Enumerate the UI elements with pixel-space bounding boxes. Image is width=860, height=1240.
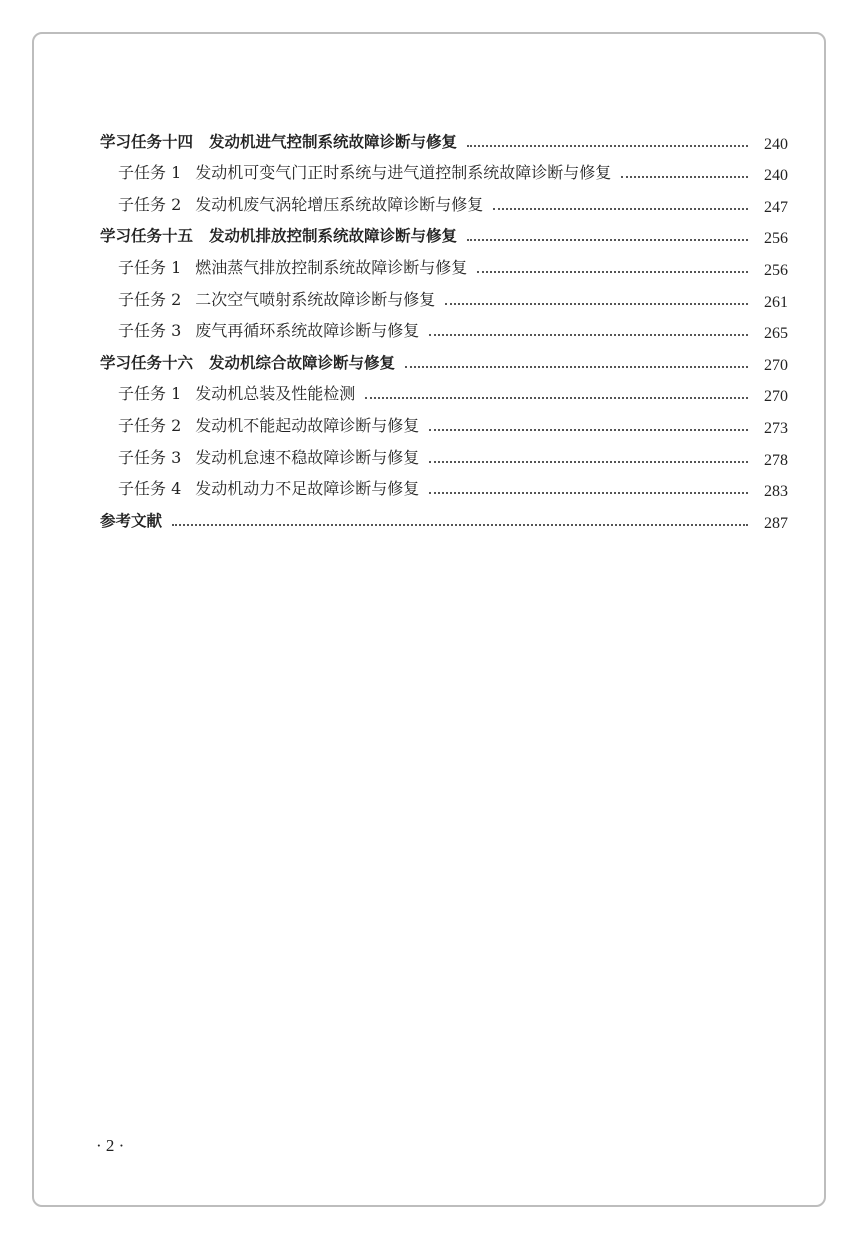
toc-entry-page: 240 bbox=[764, 167, 788, 185]
toc-entry-sub[interactable] bbox=[100, 404, 788, 436]
toc-entry-page: 261 bbox=[764, 293, 788, 311]
toc-entry-title: 发动机综合故障诊断与修复 bbox=[209, 353, 396, 372]
toc-entry-page: 256 bbox=[764, 230, 788, 248]
toc-entry-main[interactable] bbox=[100, 215, 788, 247]
dot-leader bbox=[429, 461, 748, 463]
toc-entry-title: 发动机排放控制系统故障诊断与修复 bbox=[209, 227, 458, 246]
toc-entry-sub[interactable] bbox=[100, 310, 788, 342]
dot-leader bbox=[429, 334, 748, 336]
toc-entry-title: 发动机动力不足故障诊断与修复 bbox=[195, 479, 420, 499]
toc-entry-label bbox=[118, 448, 419, 468]
dot-leader bbox=[621, 176, 748, 178]
toc-entry-main[interactable] bbox=[100, 120, 788, 152]
toc-entry-label bbox=[118, 290, 435, 310]
toc-entry-title: 参考文献 bbox=[100, 511, 163, 530]
toc-entry-page: 256 bbox=[764, 261, 788, 279]
dot-leader bbox=[467, 145, 748, 147]
dot-leader bbox=[405, 366, 748, 368]
dot-leader bbox=[493, 208, 748, 210]
toc-entry-label bbox=[100, 226, 457, 246]
table-of-contents bbox=[100, 120, 788, 531]
toc-entry-prefix: 子任务 1 bbox=[118, 163, 182, 183]
toc-entry-label bbox=[118, 384, 355, 404]
toc-entry-title: 燃油蒸气排放控制系统故障诊断与修复 bbox=[195, 257, 468, 277]
toc-entry-label bbox=[118, 321, 419, 341]
toc-entry-sub[interactable] bbox=[100, 183, 788, 215]
toc-entry-sub[interactable] bbox=[100, 373, 788, 405]
toc-entry-prefix: 子任务 1 bbox=[118, 384, 182, 404]
toc-entry-prefix: 子任务 4 bbox=[118, 479, 182, 499]
toc-entry-page: 273 bbox=[764, 419, 788, 437]
dot-leader bbox=[365, 397, 748, 399]
toc-entry-prefix: 学习任务十五 bbox=[100, 227, 194, 246]
toc-entry-page: 265 bbox=[764, 325, 788, 343]
toc-entry-prefix: 子任务 3 bbox=[118, 321, 182, 341]
toc-entry-page: 270 bbox=[764, 356, 788, 374]
toc-entry-title: 发动机不能起动故障诊断与修复 bbox=[195, 415, 420, 435]
page-number: · 2 · bbox=[96, 1136, 125, 1155]
toc-entry-prefix: 子任务 3 bbox=[118, 447, 182, 467]
dot-leader bbox=[172, 524, 748, 526]
toc-entry-page: 283 bbox=[764, 483, 788, 501]
toc-entry-label bbox=[118, 479, 419, 499]
dot-leader bbox=[445, 303, 748, 305]
toc-entry-label bbox=[100, 132, 457, 152]
toc-entry-sub[interactable] bbox=[100, 246, 788, 278]
toc-entry-main[interactable] bbox=[100, 499, 788, 531]
toc-entry-title: 二次空气喷射系统故障诊断与修复 bbox=[195, 289, 436, 309]
toc-entry-label bbox=[118, 195, 483, 215]
dot-leader bbox=[477, 271, 748, 273]
toc-entry-prefix: 学习任务十六 bbox=[100, 353, 194, 372]
toc-entry-title: 发动机可变气门正时系统与进气道控制系统故障诊断与修复 bbox=[195, 163, 612, 183]
toc-entry-title: 废气再循环系统故障诊断与修复 bbox=[195, 321, 420, 341]
toc-entry-sub[interactable] bbox=[100, 436, 788, 468]
toc-entry-title: 发动机废气涡轮增压系统故障诊断与修复 bbox=[195, 194, 484, 214]
toc-entry-sub[interactable] bbox=[100, 278, 788, 310]
toc-entry-page: 240 bbox=[764, 135, 788, 153]
toc-entry-page: 270 bbox=[764, 388, 788, 406]
toc-entry-sub[interactable] bbox=[100, 468, 788, 500]
toc-entry-page: 247 bbox=[764, 198, 788, 216]
toc-entry-prefix: 学习任务十四 bbox=[100, 132, 194, 151]
dot-leader bbox=[467, 239, 748, 241]
dot-leader bbox=[429, 429, 748, 431]
toc-entry-label bbox=[118, 258, 467, 278]
toc-entry-prefix: 子任务 2 bbox=[118, 194, 182, 214]
toc-entry-page: 278 bbox=[764, 451, 788, 469]
toc-entry-label bbox=[100, 511, 162, 531]
toc-entry-prefix: 子任务 2 bbox=[118, 415, 182, 435]
toc-entry-main[interactable] bbox=[100, 341, 788, 373]
toc-entry-label bbox=[118, 163, 611, 183]
toc-entry-title: 发动机总装及性能检测 bbox=[195, 384, 356, 404]
toc-entry-label bbox=[100, 353, 395, 373]
toc-entry-label bbox=[118, 416, 419, 436]
toc-entry-title: 发动机怠速不稳故障诊断与修复 bbox=[195, 447, 420, 467]
toc-entry-sub[interactable] bbox=[100, 152, 788, 184]
toc-entry-title: 发动机进气控制系统故障诊断与修复 bbox=[209, 132, 458, 151]
toc-entry-prefix: 子任务 1 bbox=[118, 257, 182, 277]
dot-leader bbox=[429, 492, 748, 494]
toc-entry-prefix: 子任务 2 bbox=[118, 289, 182, 309]
toc-entry-page: 287 bbox=[764, 514, 788, 532]
